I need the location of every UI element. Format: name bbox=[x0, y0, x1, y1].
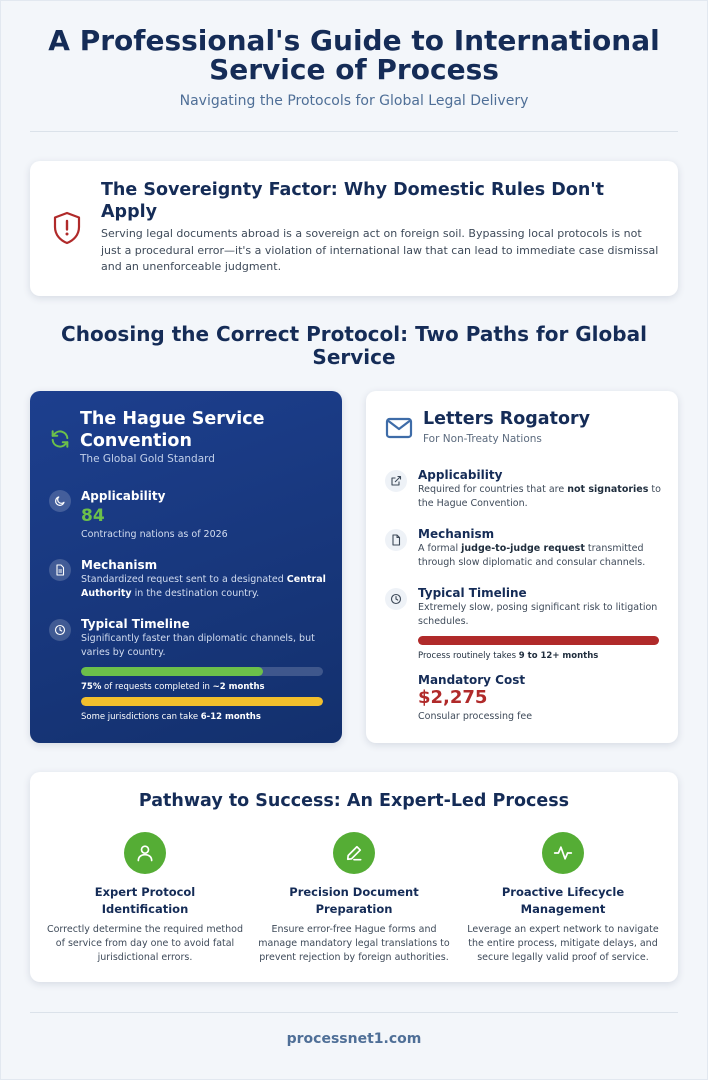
pathway-title: Pathway to Success: An Expert-Led Process bbox=[138, 791, 570, 811]
step-title: Precision Document Preparation bbox=[289, 885, 419, 916]
pathway-card bbox=[30, 772, 678, 982]
step-text: Ensure error-free Hague forms and manage mandatory legal translations to prevent rejection by foreign authorities. bbox=[258, 924, 450, 964]
refresh-icon bbox=[49, 428, 71, 450]
letters-bar-label: Process routinely takes 9 to 12+ months bbox=[418, 651, 599, 661]
page-subtitle: Navigating the Protocols for Global Legal Delivery bbox=[179, 93, 529, 109]
hague-applicability-note: Contracting nations as of 2026 bbox=[81, 529, 228, 540]
hague-applicability-title: Applicability bbox=[81, 489, 166, 503]
document-icon bbox=[49, 559, 71, 581]
letters-mechanism-title: Mechanism bbox=[418, 527, 495, 541]
step-text: Leverage an expert network to navigate the entire process, mitigate delays, and secure legally valid proof of service. bbox=[467, 924, 659, 964]
footer-divider bbox=[30, 1012, 678, 1013]
letters-title: Letters Rogatory bbox=[423, 409, 591, 429]
mail-icon bbox=[385, 416, 413, 440]
user-icon bbox=[124, 832, 166, 874]
clock-icon bbox=[49, 619, 71, 641]
moon-icon bbox=[49, 490, 71, 512]
hague-mechanism-title: Mechanism bbox=[81, 558, 158, 572]
header bbox=[0, 26, 708, 109]
letters-timeline-title: Typical Timeline bbox=[418, 586, 527, 600]
hague-contracting-nations-count: 84 bbox=[81, 506, 105, 526]
external-link-icon bbox=[385, 470, 407, 492]
footer-site[interactable]: processnet1.com bbox=[286, 1031, 422, 1047]
letters-cost-note: Consular processing fee bbox=[418, 711, 533, 722]
letters-mechanism-text: A formal judge-to-judge request transmitted through slow diplomatic and consular channels. bbox=[418, 543, 646, 568]
pen-icon bbox=[333, 832, 375, 874]
page-title: A Professional's Guide to International Service of Process bbox=[48, 24, 660, 86]
pathway-step bbox=[463, 832, 663, 966]
header-divider bbox=[30, 131, 678, 132]
hague-bar1-label: 75% of requests completed in ~2 months bbox=[81, 682, 265, 692]
shield-alert-icon bbox=[52, 211, 82, 245]
hague-subtitle: The Global Gold Standard bbox=[80, 453, 215, 465]
sovereignty-body: Serving legal documents abroad is a sovereign act on foreign soil. Bypassing local protocols is not just a procedural error—it's a violation of international law that can lead to immediate case dismissal and an unenforceable judgment. bbox=[101, 227, 659, 273]
hague-title: The Hague Service Convention bbox=[80, 409, 265, 451]
hague-progress-fill-main bbox=[81, 667, 263, 676]
hague-progress-fill-secondary bbox=[81, 697, 323, 706]
letters-applicability-title: Applicability bbox=[418, 468, 503, 482]
letters-cost-title: Mandatory Cost bbox=[418, 673, 526, 687]
hague-card bbox=[30, 391, 342, 743]
letters-subtitle: For Non-Treaty Nations bbox=[423, 433, 542, 445]
protocols-section-title: Choosing the Correct Protocol: Two Paths for Global Service bbox=[61, 322, 647, 369]
hague-progress-bar-secondary bbox=[81, 697, 323, 706]
sovereignty-card bbox=[30, 161, 678, 296]
hague-bar2-label: Some jurisdictions can take 6-12 months bbox=[81, 712, 261, 722]
hague-progress-bar-main bbox=[81, 667, 323, 676]
hague-mechanism-text: Standardized request sent to a designated Central Authority in the destination country. bbox=[81, 574, 326, 599]
step-text: Correctly determine the required method of service from day one to avoid fatal jurisdictional errors. bbox=[46, 924, 244, 964]
activity-icon bbox=[542, 832, 584, 874]
step-title: Proactive Lifecycle Management bbox=[501, 885, 625, 916]
hague-timeline-text: Significantly faster than diplomatic channels, but varies by country. bbox=[81, 633, 315, 658]
letters-timeline-bar bbox=[418, 636, 659, 645]
sovereignty-title: The Sovereignty Factor: Why Domestic Rules Don't Apply bbox=[101, 180, 605, 222]
clock-icon bbox=[385, 588, 407, 610]
letters-applicability-text: Required for countries that are not signatories to the Hague Convention. bbox=[418, 484, 661, 509]
pathway-step bbox=[254, 832, 454, 966]
pathway-step bbox=[45, 832, 245, 966]
letters-cost-value: $2,275 bbox=[418, 687, 488, 708]
letters-timeline-text: Extremely slow, posing significant risk to litigation schedules. bbox=[418, 602, 658, 627]
step-title: Expert Protocol Identification bbox=[94, 885, 196, 916]
file-icon bbox=[385, 529, 407, 551]
letters-rogatory-card bbox=[366, 391, 678, 743]
hague-timeline-title: Typical Timeline bbox=[81, 617, 190, 631]
